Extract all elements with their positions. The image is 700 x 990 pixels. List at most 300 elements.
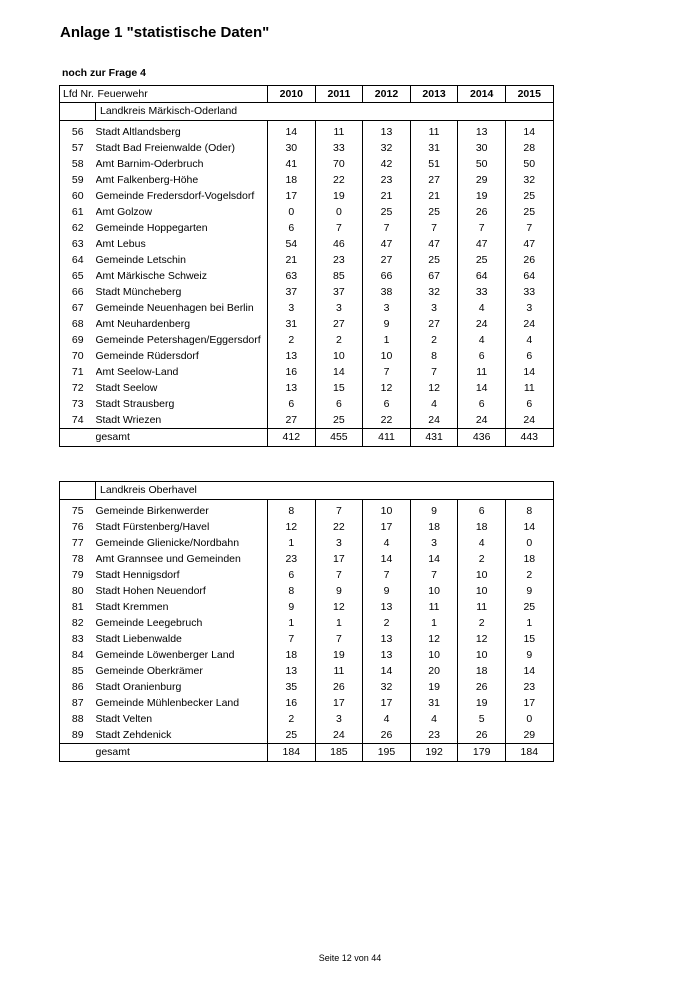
value-cell: 20 (410, 663, 458, 679)
value-cell: 32 (505, 172, 553, 188)
table-row (60, 236, 554, 252)
value-cell: 7 (410, 567, 458, 583)
fire-brigade-name: Gemeinde Glienicke/Nordbahn (95, 537, 240, 549)
value-cell: 18 (458, 663, 506, 679)
value-cell: 14 (268, 124, 316, 140)
fire-brigade-name: Amt Lebus (95, 238, 146, 250)
fire-brigade-name: Gemeinde Birkenwerder (95, 505, 209, 517)
value-cell: 9 (505, 583, 553, 599)
total-label: gesamt (96, 429, 268, 447)
table-row (60, 647, 554, 663)
value-cell: 12 (410, 631, 458, 647)
row-number: 88 (71, 713, 84, 725)
column-header-year: 2011 (315, 86, 363, 103)
value-cell: 14 (505, 663, 553, 679)
row-number: 81 (71, 601, 84, 613)
value-cell: 46 (315, 236, 363, 252)
value-cell: 15 (505, 631, 553, 647)
value-cell: 25 (315, 412, 363, 429)
value-cell: 27 (315, 316, 363, 332)
value-cell: 25 (410, 204, 458, 220)
value-cell: 11 (315, 124, 363, 140)
value-cell: 21 (268, 252, 316, 268)
value-cell: 7 (268, 631, 316, 647)
value-cell: 3 (315, 535, 363, 551)
region-row (60, 103, 554, 121)
value-cell: 22 (315, 519, 363, 535)
value-cell: 18 (458, 519, 506, 535)
value-cell: 31 (268, 316, 316, 332)
row-number: 59 (71, 174, 84, 186)
fire-brigade-name: Gemeinde Letschin (95, 254, 186, 266)
value-cell: 47 (458, 236, 506, 252)
total-value: 195 (363, 744, 411, 762)
table-row (60, 204, 554, 220)
value-cell: 19 (315, 188, 363, 204)
table-row (60, 348, 554, 364)
table-row (60, 140, 554, 156)
value-cell: 47 (505, 236, 553, 252)
row-number: 72 (71, 382, 84, 394)
row-number: 83 (71, 633, 84, 645)
value-cell: 11 (315, 663, 363, 679)
value-cell: 25 (505, 599, 553, 615)
row-number: 82 (71, 617, 84, 629)
value-cell: 11 (505, 380, 553, 396)
value-cell: 13 (363, 631, 411, 647)
value-cell: 26 (363, 727, 411, 744)
value-cell: 66 (363, 268, 411, 284)
value-cell: 4 (458, 535, 506, 551)
value-cell: 3 (315, 711, 363, 727)
value-cell: 64 (458, 268, 506, 284)
value-cell: 32 (363, 140, 411, 156)
table-row (60, 663, 554, 679)
value-cell: 17 (363, 519, 411, 535)
value-cell: 28 (505, 140, 553, 156)
value-cell: 13 (458, 124, 506, 140)
value-cell: 2 (315, 332, 363, 348)
table-row (60, 268, 554, 284)
value-cell: 3 (363, 300, 411, 316)
value-cell: 54 (268, 236, 316, 252)
value-cell: 6 (268, 567, 316, 583)
value-cell: 0 (268, 204, 316, 220)
value-cell: 10 (458, 583, 506, 599)
total-row (60, 744, 554, 762)
value-cell: 11 (458, 599, 506, 615)
table-row (60, 284, 554, 300)
row-number: 84 (71, 649, 84, 661)
value-cell: 31 (410, 695, 458, 711)
fire-brigade-name: Amt Grannsee und Gemeinden (95, 553, 241, 565)
column-header-nr: Lfd Nr. (60, 86, 96, 103)
value-cell: 30 (268, 140, 316, 156)
value-cell: 3 (505, 300, 553, 316)
table-row (60, 567, 554, 583)
value-cell: 23 (268, 551, 316, 567)
table-row (60, 156, 554, 172)
value-cell: 9 (505, 647, 553, 663)
fire-brigade-name: Stadt Altlandsberg (95, 126, 181, 138)
value-cell: 2 (268, 711, 316, 727)
value-cell: 25 (505, 188, 553, 204)
value-cell: 3 (410, 300, 458, 316)
statistics-table-oberhavel (59, 481, 554, 762)
value-cell: 23 (505, 679, 553, 695)
value-cell: 2 (458, 551, 506, 567)
row-number: 68 (71, 318, 84, 330)
fire-brigade-name: Amt Neuhardenberg (95, 318, 191, 330)
region-row (60, 482, 554, 500)
table-row (60, 727, 554, 744)
row-number: 73 (71, 398, 84, 410)
value-cell: 9 (363, 316, 411, 332)
value-cell: 8 (505, 503, 553, 519)
value-cell: 13 (268, 380, 316, 396)
table-row (60, 631, 554, 647)
value-cell: 0 (505, 535, 553, 551)
value-cell: 2 (458, 615, 506, 631)
value-cell: 1 (268, 535, 316, 551)
value-cell: 10 (315, 348, 363, 364)
value-cell: 4 (505, 332, 553, 348)
value-cell: 10 (363, 503, 411, 519)
total-value: 431 (410, 429, 458, 447)
fire-brigade-name: Stadt Müncheberg (95, 286, 182, 298)
value-cell: 12 (315, 599, 363, 615)
value-cell: 1 (505, 615, 553, 631)
value-cell: 7 (315, 503, 363, 519)
value-cell: 0 (315, 204, 363, 220)
fire-brigade-name: Stadt Wriezen (95, 414, 162, 426)
value-cell: 4 (363, 535, 411, 551)
value-cell: 22 (363, 412, 411, 429)
fire-brigade-name: Amt Seelow-Land (95, 366, 179, 378)
row-number: 89 (71, 729, 84, 741)
value-cell: 6 (268, 220, 316, 236)
value-cell: 7 (363, 220, 411, 236)
table-row (60, 551, 554, 567)
table-row (60, 380, 554, 396)
fire-brigade-name: Gemeinde Löwenberger Land (95, 649, 235, 661)
total-spacer (60, 429, 96, 447)
row-number: 69 (71, 334, 84, 346)
table-row (60, 711, 554, 727)
value-cell: 12 (410, 380, 458, 396)
total-value: 411 (363, 429, 411, 447)
value-cell: 14 (363, 551, 411, 567)
value-cell: 24 (505, 316, 553, 332)
value-cell: 2 (268, 332, 316, 348)
region-label: Landkreis Oberhavel (96, 482, 554, 500)
row-number: 62 (71, 222, 84, 234)
table-row (60, 615, 554, 631)
value-cell: 33 (315, 140, 363, 156)
region-spacer (60, 103, 96, 121)
value-cell: 17 (315, 695, 363, 711)
value-cell: 24 (505, 412, 553, 429)
value-cell: 33 (505, 284, 553, 300)
table-row (60, 316, 554, 332)
value-cell: 2 (410, 332, 458, 348)
value-cell: 21 (410, 188, 458, 204)
value-cell: 6 (315, 396, 363, 412)
table-row (60, 252, 554, 268)
total-label: gesamt (96, 744, 268, 762)
column-header-name: Feuerwehr (96, 86, 268, 103)
table-row (60, 220, 554, 236)
value-cell: 2 (505, 567, 553, 583)
total-value: 412 (268, 429, 316, 447)
value-cell: 14 (505, 364, 553, 380)
row-number: 85 (71, 665, 84, 677)
column-header-year: 2015 (505, 86, 553, 103)
value-cell: 27 (410, 316, 458, 332)
value-cell: 11 (410, 599, 458, 615)
row-number: 58 (71, 158, 84, 170)
row-number: 80 (71, 585, 84, 597)
table-row (60, 396, 554, 412)
table-row (60, 412, 554, 429)
column-header-year: 2012 (363, 86, 411, 103)
value-cell: 27 (410, 172, 458, 188)
fire-brigade-name: Gemeinde Oberkrämer (95, 665, 203, 677)
fire-brigade-name: Stadt Oranienburg (95, 681, 182, 693)
fire-brigade-name: Stadt Bad Freienwalde (Oder) (95, 142, 235, 154)
value-cell: 50 (505, 156, 553, 172)
total-value: 436 (458, 429, 506, 447)
value-cell: 7 (505, 220, 553, 236)
value-cell: 18 (410, 519, 458, 535)
value-cell: 50 (458, 156, 506, 172)
value-cell: 8 (410, 348, 458, 364)
section-subtitle: noch zur Frage 4 (62, 67, 147, 79)
page-footer: Seite 12 von 44 (318, 953, 382, 963)
value-cell: 29 (505, 727, 553, 744)
value-cell: 17 (505, 695, 553, 711)
fire-brigade-name: Stadt Hennigsdorf (95, 569, 180, 581)
value-cell: 8 (268, 503, 316, 519)
value-cell: 15 (315, 380, 363, 396)
row-number: 75 (71, 505, 84, 517)
value-cell: 14 (458, 380, 506, 396)
value-cell: 25 (363, 204, 411, 220)
row-number: 63 (71, 238, 84, 250)
value-cell: 8 (268, 583, 316, 599)
value-cell: 10 (410, 583, 458, 599)
value-cell: 24 (315, 727, 363, 744)
value-cell: 22 (315, 172, 363, 188)
value-cell: 26 (458, 727, 506, 744)
value-cell: 10 (410, 647, 458, 663)
value-cell: 14 (410, 551, 458, 567)
value-cell: 14 (505, 124, 553, 140)
total-value: 455 (315, 429, 363, 447)
fire-brigade-name: Stadt Kremmen (95, 601, 169, 613)
value-cell: 9 (315, 583, 363, 599)
fire-brigade-name: Stadt Strausberg (95, 398, 175, 410)
value-cell: 0 (505, 711, 553, 727)
value-cell: 85 (315, 268, 363, 284)
value-cell: 26 (458, 679, 506, 695)
value-cell: 25 (458, 252, 506, 268)
value-cell: 4 (458, 332, 506, 348)
table-row (60, 124, 554, 140)
value-cell: 17 (363, 695, 411, 711)
value-cell: 63 (268, 268, 316, 284)
row-number: 78 (71, 553, 84, 565)
fire-brigade-name: Stadt Fürstenberg/Havel (95, 521, 210, 533)
total-value: 184 (505, 744, 553, 762)
value-cell: 16 (268, 695, 316, 711)
value-cell: 25 (505, 204, 553, 220)
fire-brigade-name: Amt Barnim-Oderbruch (95, 158, 204, 170)
value-cell: 27 (268, 412, 316, 429)
value-cell: 13 (268, 348, 316, 364)
value-cell: 3 (410, 535, 458, 551)
value-cell: 42 (363, 156, 411, 172)
table-header-row (60, 86, 554, 103)
value-cell: 37 (268, 284, 316, 300)
value-cell: 23 (315, 252, 363, 268)
value-cell: 27 (363, 252, 411, 268)
value-cell: 41 (268, 156, 316, 172)
fire-brigade-name: Stadt Seelow (95, 382, 158, 394)
table-row (60, 503, 554, 519)
value-cell: 7 (315, 220, 363, 236)
row-number: 76 (71, 521, 84, 533)
fire-brigade-name: Stadt Liebenwalde (95, 633, 182, 645)
table-row (60, 535, 554, 551)
row-number: 86 (71, 681, 84, 693)
value-cell: 9 (410, 503, 458, 519)
value-cell: 47 (410, 236, 458, 252)
value-cell: 6 (505, 396, 553, 412)
value-cell: 25 (268, 727, 316, 744)
value-cell: 7 (410, 220, 458, 236)
row-number: 87 (71, 697, 84, 709)
value-cell: 24 (458, 412, 506, 429)
value-cell: 6 (268, 396, 316, 412)
value-cell: 4 (458, 300, 506, 316)
row-number: 79 (71, 569, 84, 581)
value-cell: 26 (458, 204, 506, 220)
value-cell: 14 (363, 663, 411, 679)
value-cell: 13 (363, 647, 411, 663)
value-cell: 3 (268, 300, 316, 316)
total-value: 179 (458, 744, 506, 762)
value-cell: 11 (410, 124, 458, 140)
value-cell: 19 (410, 679, 458, 695)
value-cell: 18 (268, 647, 316, 663)
total-row (60, 429, 554, 447)
row-number: 74 (71, 414, 84, 426)
column-header-year: 2013 (410, 86, 458, 103)
column-header-year: 2014 (458, 86, 506, 103)
value-cell: 16 (268, 364, 316, 380)
value-cell: 38 (363, 284, 411, 300)
fire-brigade-name: Stadt Velten (95, 713, 153, 725)
fire-brigade-name: Gemeinde Fredersdorf-Vogelsdorf (95, 190, 255, 202)
total-spacer (60, 744, 96, 762)
value-cell: 1 (410, 615, 458, 631)
value-cell: 31 (410, 140, 458, 156)
value-cell: 10 (458, 567, 506, 583)
value-cell: 47 (363, 236, 411, 252)
fire-brigade-name: Gemeinde Hoppegarten (95, 222, 208, 234)
region-label: Landkreis Märkisch-Oderland (96, 103, 554, 121)
total-value: 185 (315, 744, 363, 762)
value-cell: 18 (268, 172, 316, 188)
value-cell: 6 (458, 348, 506, 364)
value-cell: 24 (458, 316, 506, 332)
value-cell: 23 (363, 172, 411, 188)
total-value: 192 (410, 744, 458, 762)
value-cell: 7 (315, 567, 363, 583)
value-cell: 5 (458, 711, 506, 727)
value-cell: 13 (363, 124, 411, 140)
value-cell: 11 (458, 364, 506, 380)
value-cell: 4 (410, 396, 458, 412)
value-cell: 7 (410, 364, 458, 380)
value-cell: 35 (268, 679, 316, 695)
page-title: Anlage 1 "statistische Daten" (60, 24, 270, 41)
row-number: 65 (71, 270, 84, 282)
value-cell: 19 (458, 188, 506, 204)
row-number: 67 (71, 302, 84, 314)
row-number: 60 (71, 190, 84, 202)
value-cell: 19 (315, 647, 363, 663)
table-row (60, 583, 554, 599)
value-cell: 67 (410, 268, 458, 284)
fire-brigade-name: Gemeinde Petershagen/Eggersdorf (95, 334, 261, 346)
fire-brigade-name: Stadt Hohen Neuendorf (95, 585, 206, 597)
value-cell: 9 (268, 599, 316, 615)
value-cell: 26 (505, 252, 553, 268)
value-cell: 18 (505, 551, 553, 567)
table-row (60, 172, 554, 188)
value-cell: 12 (268, 519, 316, 535)
value-cell: 26 (315, 679, 363, 695)
row-number: 71 (71, 366, 84, 378)
row-number: 70 (71, 350, 84, 362)
value-cell: 7 (458, 220, 506, 236)
value-cell: 10 (458, 647, 506, 663)
row-number: 61 (71, 206, 84, 218)
value-cell: 12 (363, 380, 411, 396)
fire-brigade-name: Amt Golzow (95, 206, 153, 218)
table-row (60, 695, 554, 711)
value-cell: 17 (268, 188, 316, 204)
value-cell: 30 (458, 140, 506, 156)
value-cell: 32 (363, 679, 411, 695)
row-number: 56 (71, 126, 84, 138)
fire-brigade-name: Gemeinde Mühlenbecker Land (95, 697, 240, 709)
value-cell: 21 (363, 188, 411, 204)
table-row (60, 332, 554, 348)
fire-brigade-name: Stadt Zehdenick (95, 729, 172, 741)
row-number: 57 (71, 142, 84, 154)
value-cell: 23 (410, 727, 458, 744)
row-number: 64 (71, 254, 84, 266)
value-cell: 1 (315, 615, 363, 631)
value-cell: 13 (363, 599, 411, 615)
value-cell: 17 (315, 551, 363, 567)
region-spacer (60, 482, 96, 500)
value-cell: 24 (410, 412, 458, 429)
fire-brigade-name: Gemeinde Neuenhagen bei Berlin (95, 302, 254, 314)
